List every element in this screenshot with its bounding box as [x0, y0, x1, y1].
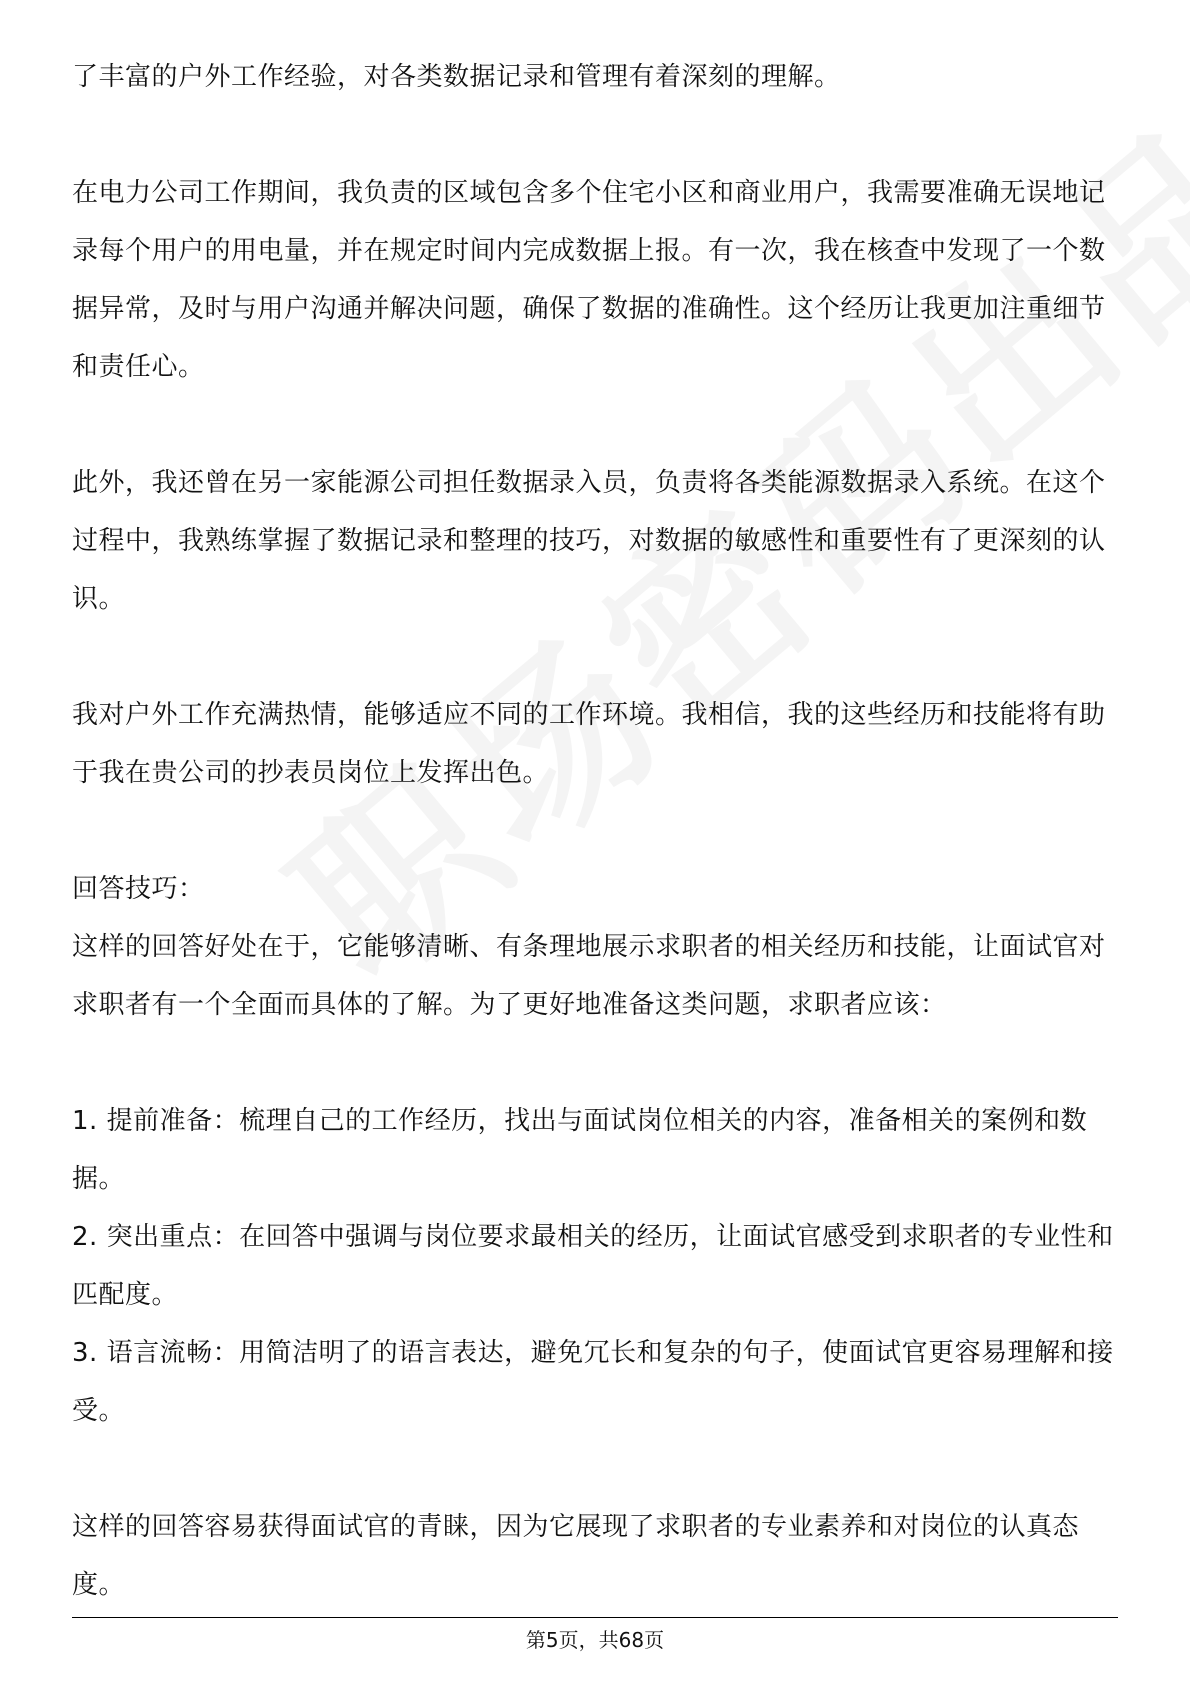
paragraph-data-entry: 此外，我还曾在另一家能源公司担任数据录入员，负责将各类能源数据录入系统。在这个过程中，我熟练掌握了数据记录和整理的技巧，对数据的敏感性和重要性有了更深刻的认识。	[72, 468, 1106, 614]
footer-divider	[72, 1617, 1118, 1618]
paragraph-tips-intro: 这样的回答好处在于，它能够清晰、有条理地展示求职者的相关经历和技能，让面试官对求职者有一个全面而具体的了解。为了更好地准备这类问题，求职者应该：	[72, 932, 1106, 1020]
list-item-highlight: 2. 突出重点：在回答中强调与岗位要求最相关的经历，让面试官感受到求职者的专业性和匹配度。	[72, 1222, 1114, 1310]
paragraph-gap	[72, 1440, 1122, 1498]
tips-heading: 回答技巧：	[72, 874, 205, 904]
paragraph-gap	[72, 1034, 1122, 1092]
paragraph-gap	[72, 396, 1122, 454]
paragraph-gap	[72, 106, 1122, 164]
list-item-fluency: 3. 语言流畅：用简洁明了的语言表达，避免冗长和复杂的句子，使面试官更容易理解和接受。	[72, 1338, 1114, 1426]
page-number: 第5页，共68页	[525, 1628, 665, 1652]
paragraph-conclusion: 这样的回答容易获得面试官的青睐，因为它展现了求职者的专业素养和对岗位的认真态度。	[72, 1512, 1080, 1600]
document-body	[72, 48, 1122, 1614]
paragraph-enthusiasm: 我对户外工作充满热情，能够适应不同的工作环境。我相信，我的这些经历和技能将有助于我在贵公司的抄表员岗位上发挥出色。	[72, 700, 1106, 788]
list-item-prepare: 1. 提前准备：梳理自己的工作经历，找出与面试岗位相关的内容，准备相关的案例和数据。	[72, 1106, 1088, 1194]
paragraph-power-company: 在电力公司工作期间，我负责的区域包含多个住宅小区和商业用户，我需要准确无误地记录每个用户的用电量，并在规定时间内完成数据上报。有一次，我在核查中发现了一个数据异常，及时与用户沟通并解决问题，确保了数据的准确性。这个经历让我更加注重细节和责任心。	[72, 178, 1106, 382]
paragraph-gap	[72, 802, 1122, 860]
paragraph-outdoor-experience: 了丰富的户外工作经验，对各类数据记录和管理有着深刻的理解。	[72, 62, 841, 92]
paragraph-gap	[72, 628, 1122, 686]
